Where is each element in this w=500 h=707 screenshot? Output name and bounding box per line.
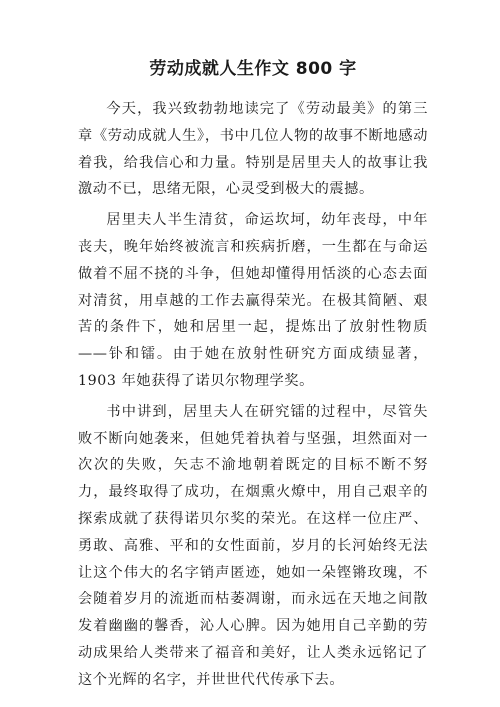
paragraph-1: 今天，我兴致勃勃地读完了《劳动最美》的第三章《劳动成就人生》，书中几位人物的故事不断地感动着我，给我信心和力量。特别是居里夫人的故事让我激动不已，思绪无限，心灵受到极大的震撼。 [78,101,428,198]
document-title: 劳动成就人生作文 800 字 [149,59,357,79]
paragraph-3: 书中讲到，居里夫人在研究镭的过程中，尽管失败不断向她袭来，但她凭着执着与坚强，坦然面对一次次的失败，矢志不渝地朝着既定的目标不断不努力，最终取得了成功，在烟熏火燎中，用自己艰辛的探索成就了获得诺贝尔奖的荣光。在这样一位庄严、勇敢、高雅、平和的女性面前，岁月的长河始终无法让这个伟大的名字销声匿迹，她如一朵铿锵玫瑰，不会随着岁月的流逝而枯萎凋谢，而永远在天地之间散发着幽幽的馨香，沁人心脾。因为她用自己辛勤的劳动成果给人类带来了福音和美好，让人类永远铭记了这个光辉的名字，并世世代代传承下去。 [78,403,428,688]
paragraph-2: 居里夫人半生清贫，命运坎坷，幼年丧母，中年丧夫，晚年始终被流言和疾病折磨，一生都在与命运做着不屈不挠的斗争，但她却懂得用恬淡的心态去面对清贫，用卓越的工作去赢得荣光。在极其简陋、艰苦的条件下，她和居里一起，提炼出了放射性物质——钋和镭。由于她在放射性研究方面成绩显著，1903 年她获得了诺贝尔物理学奖。 [78,212,428,389]
